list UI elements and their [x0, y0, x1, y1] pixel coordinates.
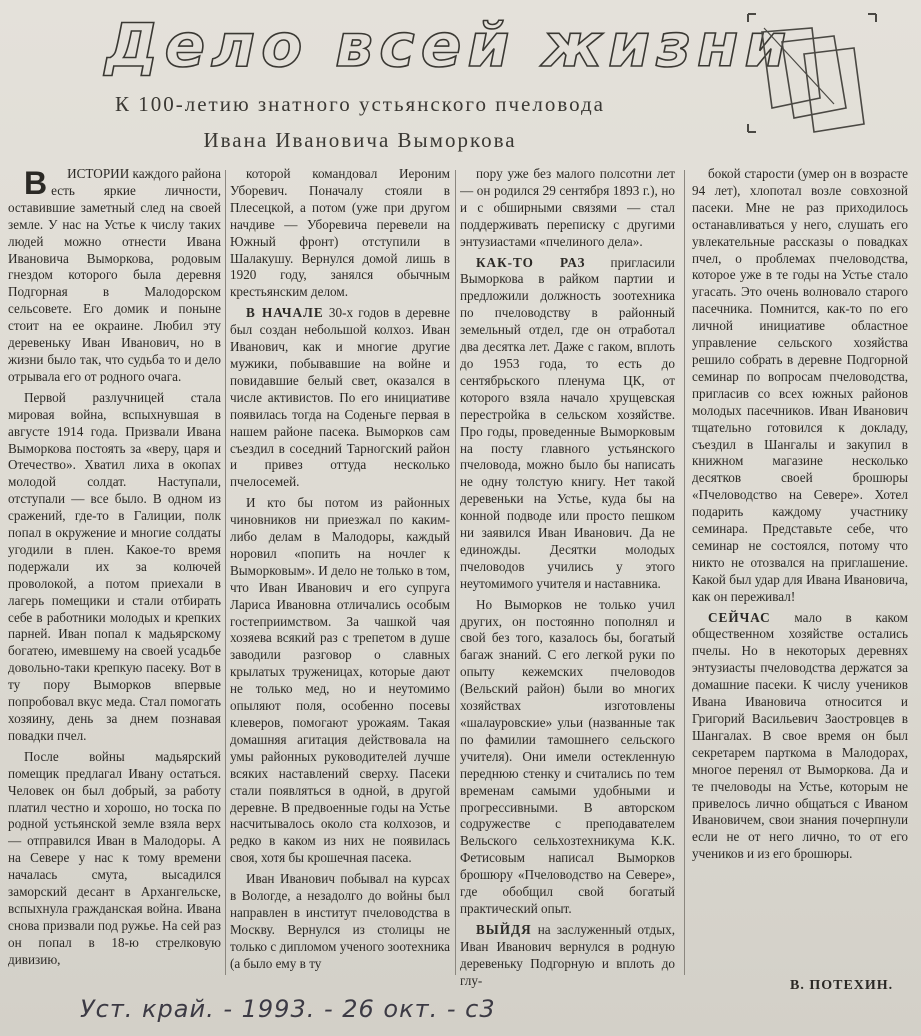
section-lead: В НАЧАЛЕ [246, 305, 324, 321]
article-column-3 [460, 166, 675, 991]
drop-cap: В [24, 166, 48, 201]
column1-paragraph: После войны мадьярский помещик предлагал Ивану остаться. Человек он был добрый, за работу платил честно и хорошо, но тоска по родной устьянской земле взяла верх — отправился Иван в Малодоры. А на Севере у нас к тому времени началась смута, высадился заморский десант в Архангельске, вспыхнула гражданская война. Ивана снова призвали под ружье. На сей раз он попал в 18-ю стрелковую дивизию, [8, 748, 221, 967]
column4-paragraph: мало в каком общественном хозяйстве остались пчелы. Но в некоторых деревнях энтузиасты пчеловодства держатся за домашние пасеки. К числу учеников Ивана Ивановича относится и Григорий Васильевич Заостровцев в Шангалах. В свое время он был секретарем парткома в Малодорах, многое перенял от Выморкова. Да и те пчеловоды на Устье, которым не привелось лично общаться с Иваном Ивановичем, свои знания почерпнули если не от него лично, то от его учеников и из его брошюры. [692, 609, 908, 862]
column1-paragraph: ИСТОРИИ каждого района есть яркие личности, оставившие заметный след на своей земле. У нас на Устье к числу таких людей можно отнести Ивана Ивановича Выморкова, родовым гнездом которого была деревня Подгорная в Малодорском сельсовете. Его домик и поныне стоит на ее окраине. Любил эту деревеньку Иван Иванович, но в жизни было так, что судьба то и дело отрывала его от родного очага. [8, 166, 221, 384]
article-headline: Дело всей жизни [105, 11, 793, 81]
section-lead: СЕЙЧАС [708, 609, 771, 625]
column2-paragraph: Иван Иванович побывал на курсах в Вологде, а незадолго до войны был направлен в институт пчеловодства в Москву. Вернулся из столицы не только с дипломом ученого зоотехника (а было ему в ту [230, 871, 450, 971]
article-column-1 [8, 166, 221, 991]
article-subtitle-line2: Ивана Ивановича Выморкова [203, 128, 517, 152]
column4-paragraph: бокой старости (умер он в возрасте 94 лет), хлопотал возле совхозной пасеки. Мне не раз приходилось останавливаться у него, слушать его увлекательные рассказы о повадках пчел, о проблемах пчеловодства, которое уже в те годы на Устье стало угасать. Это очень волновало старого пасечника. Помнится, как-то по его личной инициативе областное управление сельского хозяйства решило собрать в деревне Подгорной семинар по вопросам пчеловодства, пригласив со всех южных районов молодых пасечников. Иван Иванович тщательно готовился к докладу, съездил в Шангалы и закупил в книжном магазине несколько десятков своей брошюры «Пчеловодство на Севере». Хотел подарить каждому участнику семинара. Представьте себе, что семинар не состоялся, потому что никто не отозвался на приглашение. Какой был удар для Ивана Ивановича, как он переживал! [692, 166, 908, 604]
column3-paragraph: Но Выморков не только учил других, он постоянно пополнял и свой без того, казалось бы, богатый багаж знаний. С его легкой руки по опыту кежемских пчеловодов (Вельский район) были во многих хозяйствах изготовлены «шалауровские» ульи (названные так по фамилии тамошнего сельского учителя). Они имели остекленную переднюю стенку и считались по тем временам самыми удобными и прогрессивными. В авторском содружестве с преподавателем Вельского сельхозтехникума К.К. Фетисовым написал Выморков брошюру «Пчеловодство на Севере», где обобщил свой богатый практический опыт. [460, 596, 675, 916]
article-column-4 [692, 166, 908, 991]
section-lead: ВЫЙДЯ [476, 921, 532, 937]
rubric-logo-icon [742, 8, 882, 138]
column3-paragraph: пору уже без малого полсотни лет — он родился 29 сентября 1893 г.), но и с обширными связями — стал поддерживать переписку с другими энтузиастами «пчелиного дела». [460, 166, 675, 249]
handwritten-source-note: Уст. край. - 1993. - 26 окт. - с3 [80, 995, 496, 1023]
column2-paragraph: которой командовал Иероним Уборевич. Поначалу стояли в Плесецкой, а потом (уже при другом начдиве — Уборевича перевели на Южный фронт) отступили в Шалакушу. Вернулся домой лишь в 1920 году, занялся обычным крестьянским делом. [230, 166, 450, 300]
column-divider [684, 170, 685, 975]
article-column-2 [230, 166, 450, 991]
column2-paragraph: И кто бы потом из районных чиновников ни приезжал по каким-либо делам в Малодоры, каждый норовил «попить на ночлег к Выморковым». И дело не только в том, что Иван Иванович и его супруга Лариса Ивановна отличались особым гостеприимством. За чашкой чая хозяева всякий раз с трепетом в душе заводили разговор о славных крылатых труженицах, которые дают не только мед, но и неутомимо опыляют поля, особенно посевы клеверов, помогают урожаям. Такая домашняя агитация действовала на умы районных руководителей лучше всяких наставлений сверху. Пасеки стали появляться в одной, в другой деревне. В предвоенные годы на Устье насчитывалось около ста колхозов, и редко в каком из них не появилась своя, хотя бы крошечная пасека. [230, 495, 450, 866]
section-lead: КАК-ТО РАЗ [476, 254, 586, 270]
column2-paragraph: 30-х годов в деревне был создан небольшой колхоз. Иван Иванович, как и многие другие мужики, побывавшие на войне и повидавшие белый свет, оказался в числе активистов. По его инициативе появилась тогда на Соденьге первая в нашем районе пасека. Выморков сам съездил в соседний Тарногский район и привез оттуда несколько пчелосемей. [230, 305, 450, 490]
author-signature: В. ПОТЕХИН. [790, 978, 894, 993]
column3-paragraph: пригласили Выморкова в райком партии и предложили должность зоотехника по пчеловодству в районный земельный отдел, где он отработал два десятка лет. Даже с гаком, вплоть до 1953 года, то есть до сентябрьского пленума ЦК, от которого взяла начало хрущевская перестройка в сельском хозяйстве. Про годы, проведенные Выморковым на посту главного устьянского пчеловода, можно было бы написать не одну толстую книгу. Нет такой деревеньки на Устье, куда бы на конной подводе или просто пешком ни заявился Иван Иванович. Да не единожды. Десятки молодых пчеловодов учились у этого неутомимого учителя и наставника. [460, 254, 675, 591]
column-divider [225, 170, 226, 975]
article-subtitle-line1: К 100-летию знатного устьянского пчеловода [114, 92, 605, 116]
column-divider [455, 170, 456, 975]
column3-paragraph: на заслуженный отдых, Иван Иванович вернулся в родную деревеньку Подгорную и вплоть до глу- [460, 921, 675, 988]
column1-paragraph: Первой разлучницей стала мировая война, вспыхнувшая в августе 1914 года. Призвали Ивана Выморкова постоять за «веру, царя и Отечество». Хватил лиха в окопах молодой солдат. Наступали, отступали — все было. В одном из сражений, где-то в Галиции, полк попал в окружение и многие солдаты угодили в плен. Какое-то время подержали их за колючей проволокой, а потом приехали в лагерь помещики и стали отбирать себе в работники молодых и крепких парней. Иван попал к мадьярскому богатею, имевшему на своей усадьбе довольно-таки крепкую пасеку. Вот в ту пору Выморков впервые попробовал вкус меда. Стал помогать хозяину, день за днем познавая повадки пчел. [8, 389, 221, 743]
